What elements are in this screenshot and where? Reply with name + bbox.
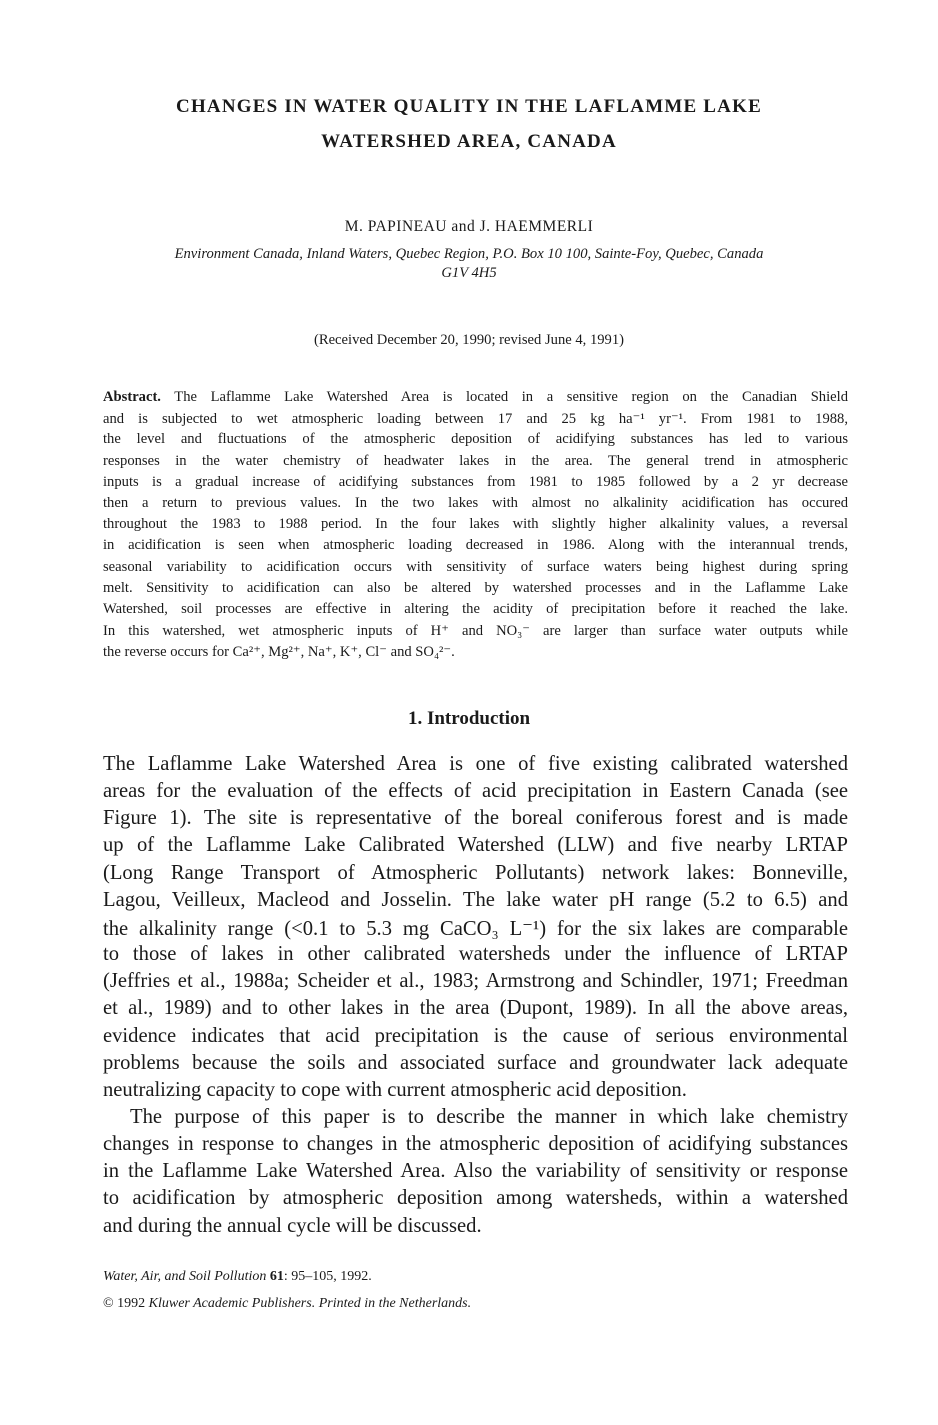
introduction-line: Figure 1). The site is representative of the boreal coniferous forest and is made [103,807,848,830]
abstract-line-text: in acidification is seen when atmospheric loading decreased in 1986. Along with the interannual trends, [103,537,848,554]
abstract-line [103,389,848,406]
section-heading: 1. Introduction [407,708,531,729]
introduction-line: areas for the evaluation of the effects of acid precipitation in Eastern Canada (see [103,780,848,803]
introduction-line: to those of lakes in other calibrated watersheds under the influence of LRTAP [103,943,848,966]
copyright-year: © 1992 [103,1296,149,1311]
introduction-line: problems because the soils and associated surface and groundwater lack adequate [103,1051,848,1074]
publisher: Kluwer Academic Publishers. Printed in the Netherlands. [148,1296,472,1311]
abstract-line-text: In this watershed, wet atmospheric inputs of H⁺ and NO₃⁻ are larger than surface water outputs while [103,623,848,640]
affiliation-line-1: Environment Canada, Inland Waters, Quebec Region, P.O. Box 10 100, Sainte-Foy, Quebec, Canada [174,246,764,262]
introduction-line: to acidification by atmospheric deposition among watersheds, within a watershed [103,1187,848,1210]
abstract-line-text: and is subjected to wet atmospheric loading between 17 and 25 kg ha⁻¹ yr⁻¹. From 1981 to 1988, [103,411,848,428]
abstract-line [103,431,848,448]
introduction-line: Lagou, Veilleux, Macleod and Josselin. The lake water pH range (5.2 to 6.5) and [103,888,848,911]
introduction-line: evidence indicates that acid precipitation is the cause of serious environmental [103,1024,848,1047]
introduction-line: The Laflamme Lake Watershed Area is one of five existing calibrated watershed [103,753,848,775]
abstract-line-text: the level and fluctuations of the atmospheric deposition of acidifying substances has led to various [103,431,848,448]
introduction-line: in the Laflamme Lake Watershed Area. Also the variability of sensitivity or response [103,1160,848,1183]
abstract-line [103,601,848,618]
journal-name: Water, Air, and Soil Pollution [103,1269,267,1284]
abstract-line [103,580,848,597]
title-line-2: WATERSHED AREA, CANADA [321,131,617,152]
abstract-line-text: the reverse occurs for Ca²⁺, Mg²⁺, Na⁺, K⁺, Cl⁻ and SO₄²⁻. [103,644,455,661]
abstract-line [103,643,848,661]
introduction-line: the alkalinity range (<0.1 to 5.3 mg CaCO₃ L⁻¹) for the six lakes are comparable [103,917,848,940]
introduction-line: changes in response to changes in the atmospheric deposition of acidifying substances [103,1133,848,1156]
introduction-line: neutralizing capacity to cope with current atmospheric acid deposition. [103,1078,687,1101]
introduction-line: up of the Laflamme Lake Calibrated Watershed (LLW) and five nearby LRTAP [103,834,848,857]
volume: 61 [269,1269,284,1284]
pages: : 95–105, 1992. [283,1269,372,1284]
abstract-line [103,495,848,512]
affiliation-line-2: G1V 4H5 [441,265,497,281]
abstract-line [103,559,848,576]
abstract-line-text: The Laflamme Lake Watershed Area is located in a sensitive region on the Canadian Shield [160,389,848,405]
abstract-line-text: seasonal variability to acidification occurs with sensitivity of surface waters being highest during spring [103,558,848,575]
abstract-line-text: Watershed, soil processes are effective in altering the acidity of precipitation before it reached the lake. [103,601,848,617]
abstract-line [103,453,848,470]
introduction-line: and during the annual cycle will be discussed. [103,1214,482,1237]
abstract-line [103,516,848,533]
abstract-line [103,537,848,554]
abstract-line-text: melt. Sensitivity to acidification can also be altered by watershed processes and in the Laflamme Lake [103,579,848,596]
journal-citation [103,1269,372,1285]
abstract-line-text: responses in the water chemistry of headwater lakes in the area. The general trend in atmospheric [103,452,848,469]
abstract-label: Abstract. [103,389,161,405]
introduction-line: et al., 1989) and to other lakes in the area (Dupont, 1989). In all the above areas, [103,997,848,1020]
introduction-line: (Jeffries et al., 1988a; Scheider et al., 1983; Armstrong and Schindler, 1971; Freedman [103,970,848,993]
abstract-line-text: throughout the 1983 to 1988 period. In the four lakes with slightly higher alkalinity values, a reversal [103,516,848,533]
abstract-line-text: then a return to previous values. In the two lakes with almost no alkalinity acidification has occured [103,495,848,511]
abstract-line-text: inputs is a gradual increase of acidifying substances from 1981 to 1985 followed by a 2 yr decrease [103,473,848,490]
introduction-line: The purpose of this paper is to describe the manner in which lake chemistry [130,1105,848,1128]
copyright [103,1296,471,1312]
title-line-1: CHANGES IN WATER QUALITY IN THE LAFLAMME LAKE [176,96,762,117]
introduction-line: (Long Range Transport of Atmospheric Pollutants) network lakes: Bonneville, [103,861,848,884]
abstract-line [103,410,848,428]
received-dates: (Received December 20, 1990; revised June 4, 1991) [313,332,625,348]
abstract-line [103,622,848,640]
authors: M. PAPINEAU and J. HAEMMERLI [344,218,594,235]
abstract-line [103,474,848,491]
